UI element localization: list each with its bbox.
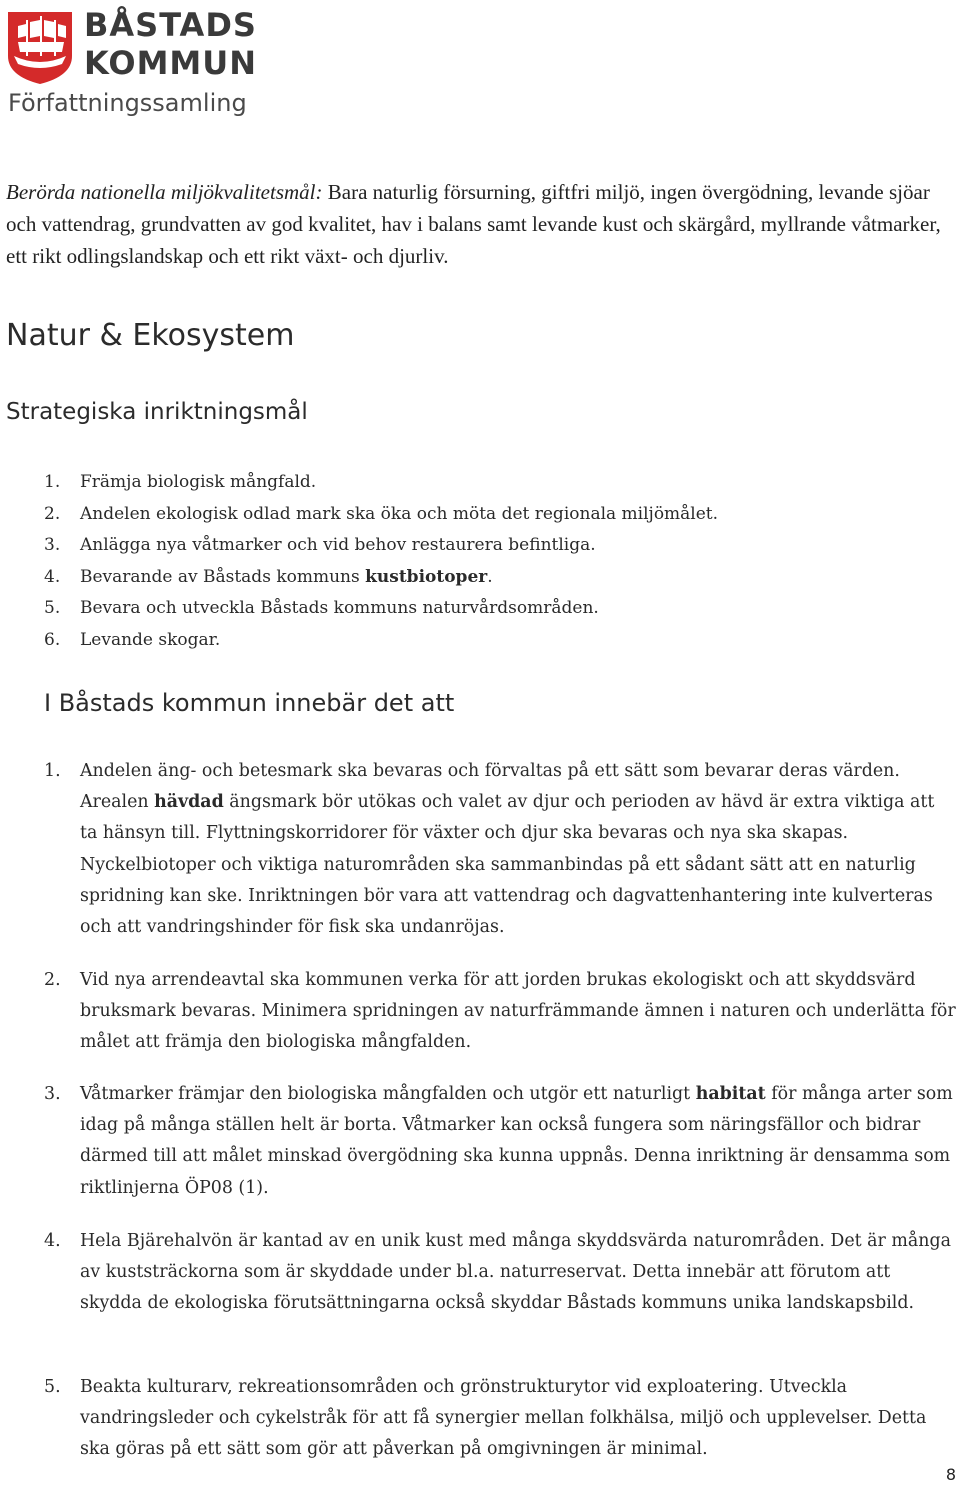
item-number: 5. [44, 1377, 61, 1397]
goals-list [44, 467, 718, 656]
implication-item [44, 1079, 956, 1204]
item-text-start: Andelen äng- och betesmark ska bevaras och förvaltas på ett sätt som bevarar deras värden. Arealen [80, 761, 900, 813]
item-number: 3. [44, 1084, 61, 1104]
item-bold-term: habitat [695, 1084, 766, 1104]
goal-number: 6. [44, 629, 61, 650]
item-text [80, 756, 956, 943]
goal-text-end: . [487, 566, 493, 587]
item-number: 4. [44, 1231, 61, 1251]
goal-text: Anlägga nya våtmarker och vid behov restaurera befintliga. [80, 535, 596, 555]
implication-title: I Båstads kommun innebär det att [44, 689, 455, 717]
item-text: Beakta kulturarv, rekreationsområden och grönstrukturytor vid exploatering. Utveckla vandringsleder och cykelstråk för att få synergier mellan folkhälsa, miljö och upplevelser. Detta ska göras på ett sätt som gör att påverkan på omgivningen är minimal. [80, 1377, 927, 1460]
goal-text: Bevarande av Båstads kommuns [80, 566, 366, 587]
item-text-end: ängsmark bör utökas och valet av djur och perioden av hävd är extra viktiga att ta hänsyn till. Flyttningskorridorer för växter och djur ska bevaras och nya ska skapas. Nyckelbiotoper och viktiga naturområden ska sammanbindas på ett sådant sätt att en naturlig spridning kan ske. Inriktningen bör vara att vattendrag och dagvattenhantering inte kulverteras och att vandringshinder för fisk ska undanröjas. [80, 792, 935, 938]
goal-item [44, 467, 718, 499]
logo-text-kommun: KOMMUN [84, 44, 258, 82]
goal-item [44, 593, 718, 625]
goal-item [44, 625, 718, 657]
section-title: Natur & Ekosystem [6, 318, 295, 353]
goal-number: 5. [44, 598, 61, 618]
goal-bold-term: kustbiotoper [365, 566, 488, 587]
municipality-logo [4, 6, 284, 122]
goal-number: 1. [44, 472, 61, 492]
goal-number: 4. [44, 566, 61, 587]
section-subtitle: Strategiska inriktningsmål [6, 399, 308, 425]
goal-text: Levande skogar. [80, 629, 221, 650]
implication-item [44, 965, 956, 1059]
goal-text: Främja biologisk mångfald. [80, 472, 317, 492]
goal-item [44, 530, 718, 562]
logo-text-bastads: BÅSTADS [84, 6, 257, 44]
goal-number: 2. [44, 503, 61, 524]
implication-item [44, 1226, 956, 1320]
page-number: 8 [945, 1465, 956, 1484]
goal-text: Andelen ekologisk odlad mark ska öka och möta det regionala miljömålet. [80, 503, 719, 524]
item-text-end: för många arter som idag på många ställen helt är borta. Våtmarker kan också fungera som näringsfällor och bidrar därmed till att målet minskad övergödning ska kunna uppnås. Denna inriktning är densamma som riktlinjerna ÖP08 (1). [80, 1084, 953, 1198]
item-text: Vid nya arrendeavtal ska kommunen verka för att jorden brukas ekologiskt och att skyddsvärd bruksmark bevaras. Minimera spridningen av naturfrämmande ämnen i naturen och underlätta för målet att främja den biologiska mångfalden. [80, 970, 956, 1053]
intro-text: Bara naturlig försurning, giftfri miljö, ingen övergödning, levande sjöar och vattendrag, grundvatten av god kvalitet, hav i balans samt levande kust och skärgård, myllrande våtmarker, ett rikt odlingslandskap och ett rikt växt- och djurliv. [6, 180, 941, 268]
implication-item [44, 1372, 956, 1466]
item-text: Hela Bjärehalvön är kantad av en unik kust med många skyddsvärda naturområden. Det är många av kuststräckorna som är skyddade under bl.a. naturreservat. Detta innebär att förutom att skydda de ekologiska förutsättningarna också skyddar Båstads kommuns unika landskapsbild. [80, 1231, 951, 1314]
ship-emblem-icon [4, 6, 76, 86]
item-number: 2. [44, 970, 61, 990]
logo-subtitle: Författningssamling [8, 89, 247, 117]
item-text [80, 1079, 956, 1204]
item-number: 1. [44, 761, 61, 781]
implication-item [44, 756, 956, 943]
item-bold-term: hävdad [154, 792, 224, 813]
goal-item [44, 562, 718, 594]
item-text-start: Våtmarker främjar den biologiska mångfalden och utgör ett naturligt [80, 1084, 696, 1104]
goal-text: Bevara och utveckla Båstads kommuns naturvårdsområden. [80, 598, 599, 618]
goal-item [44, 499, 718, 531]
intro-lead: Berörda nationella miljökvalitetsmål: [6, 180, 323, 204]
goal-number: 3. [44, 535, 61, 555]
intro-paragraph [6, 176, 956, 272]
